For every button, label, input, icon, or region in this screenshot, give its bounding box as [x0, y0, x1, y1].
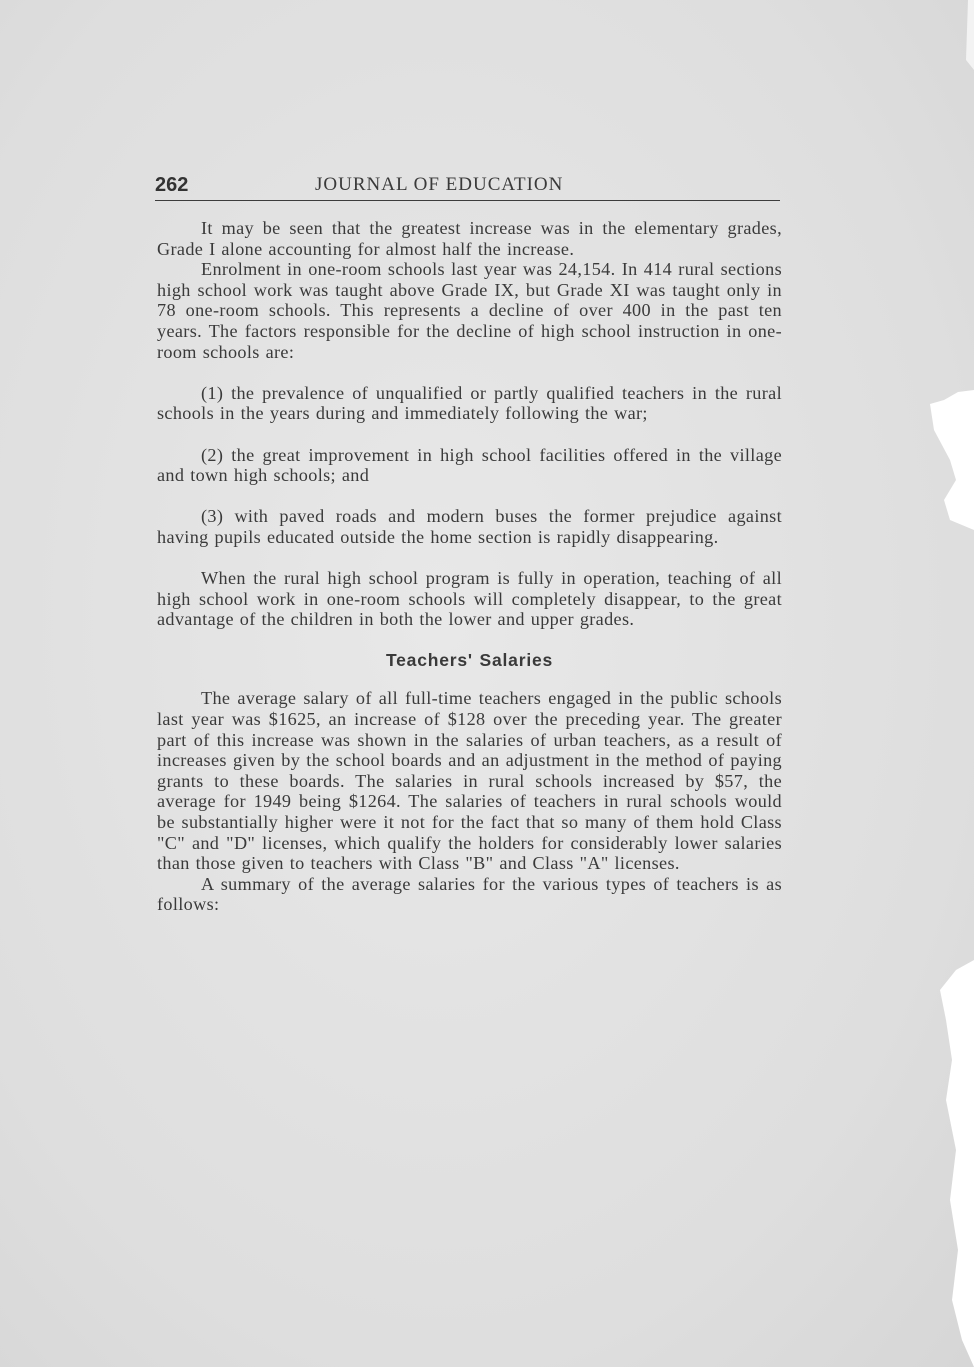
paragraph-average-salary: The average salary of all full-time teachers engaged in the public schools last year was $1625, an increase of $128 over the preceding year. The greater part of this increase was shown in the salaries of urban teachers, as a result of increases given by the school boards and an adjustment in the method of paying grants to these boards. The salaries in rural schools increased by $57, the average for 1949 being $1264. The salaries of teachers in rural schools would be substantially higher were it not for the fact that so many of them hold Class "C" and "D" licenses, which qualify the holders for considerably lower salaries than those given to teachers with Class "B" and Class "A" licenses. [157, 688, 782, 874]
page-header [155, 172, 780, 201]
page-number: 262 [155, 174, 189, 196]
paragraph-salary-summary: A summary of the average salaries for the various types of teachers is as follows: [157, 873, 782, 915]
list-item-2: (2) the great improvement in high school facilities offered in the village and town high schools; and [157, 444, 782, 486]
running-title: JOURNAL OF EDUCATION [315, 174, 564, 195]
paragraph-rural-program: When the rural high school program is fully in operation, teaching of all high school work in one-room schools will completely disappear, to the great advantage of the children in both the lower and upper grades. [157, 568, 782, 630]
paragraph-one-room-enrolment: Enrolment in one-room schools last year was 24,154. In 414 rural sections high school work was taught above Grade IX, but Grade XI was taught only in 78 one-room schools. This represents a decline of over 400 in the past ten years. The factors responsible for the decline of high school instruction in one-room schools are: [157, 259, 782, 362]
list-item-3: (3) with paved roads and modern buses the former prejudice against having pupils educated outside the home section is rapidly disappearing. [157, 506, 782, 547]
list-item-1: (1) the prevalence of unqualified or partly qualified teachers in the rural schools in the years during and immediately following the war; [157, 382, 782, 424]
section-heading: Teachers' Salaries [385, 649, 554, 670]
paragraph-elementary-increase: It may be seen that the greatest increase was in the elementary grades, Grade I alone accounting for almost half the increase. [157, 218, 782, 259]
article-body [157, 218, 782, 915]
